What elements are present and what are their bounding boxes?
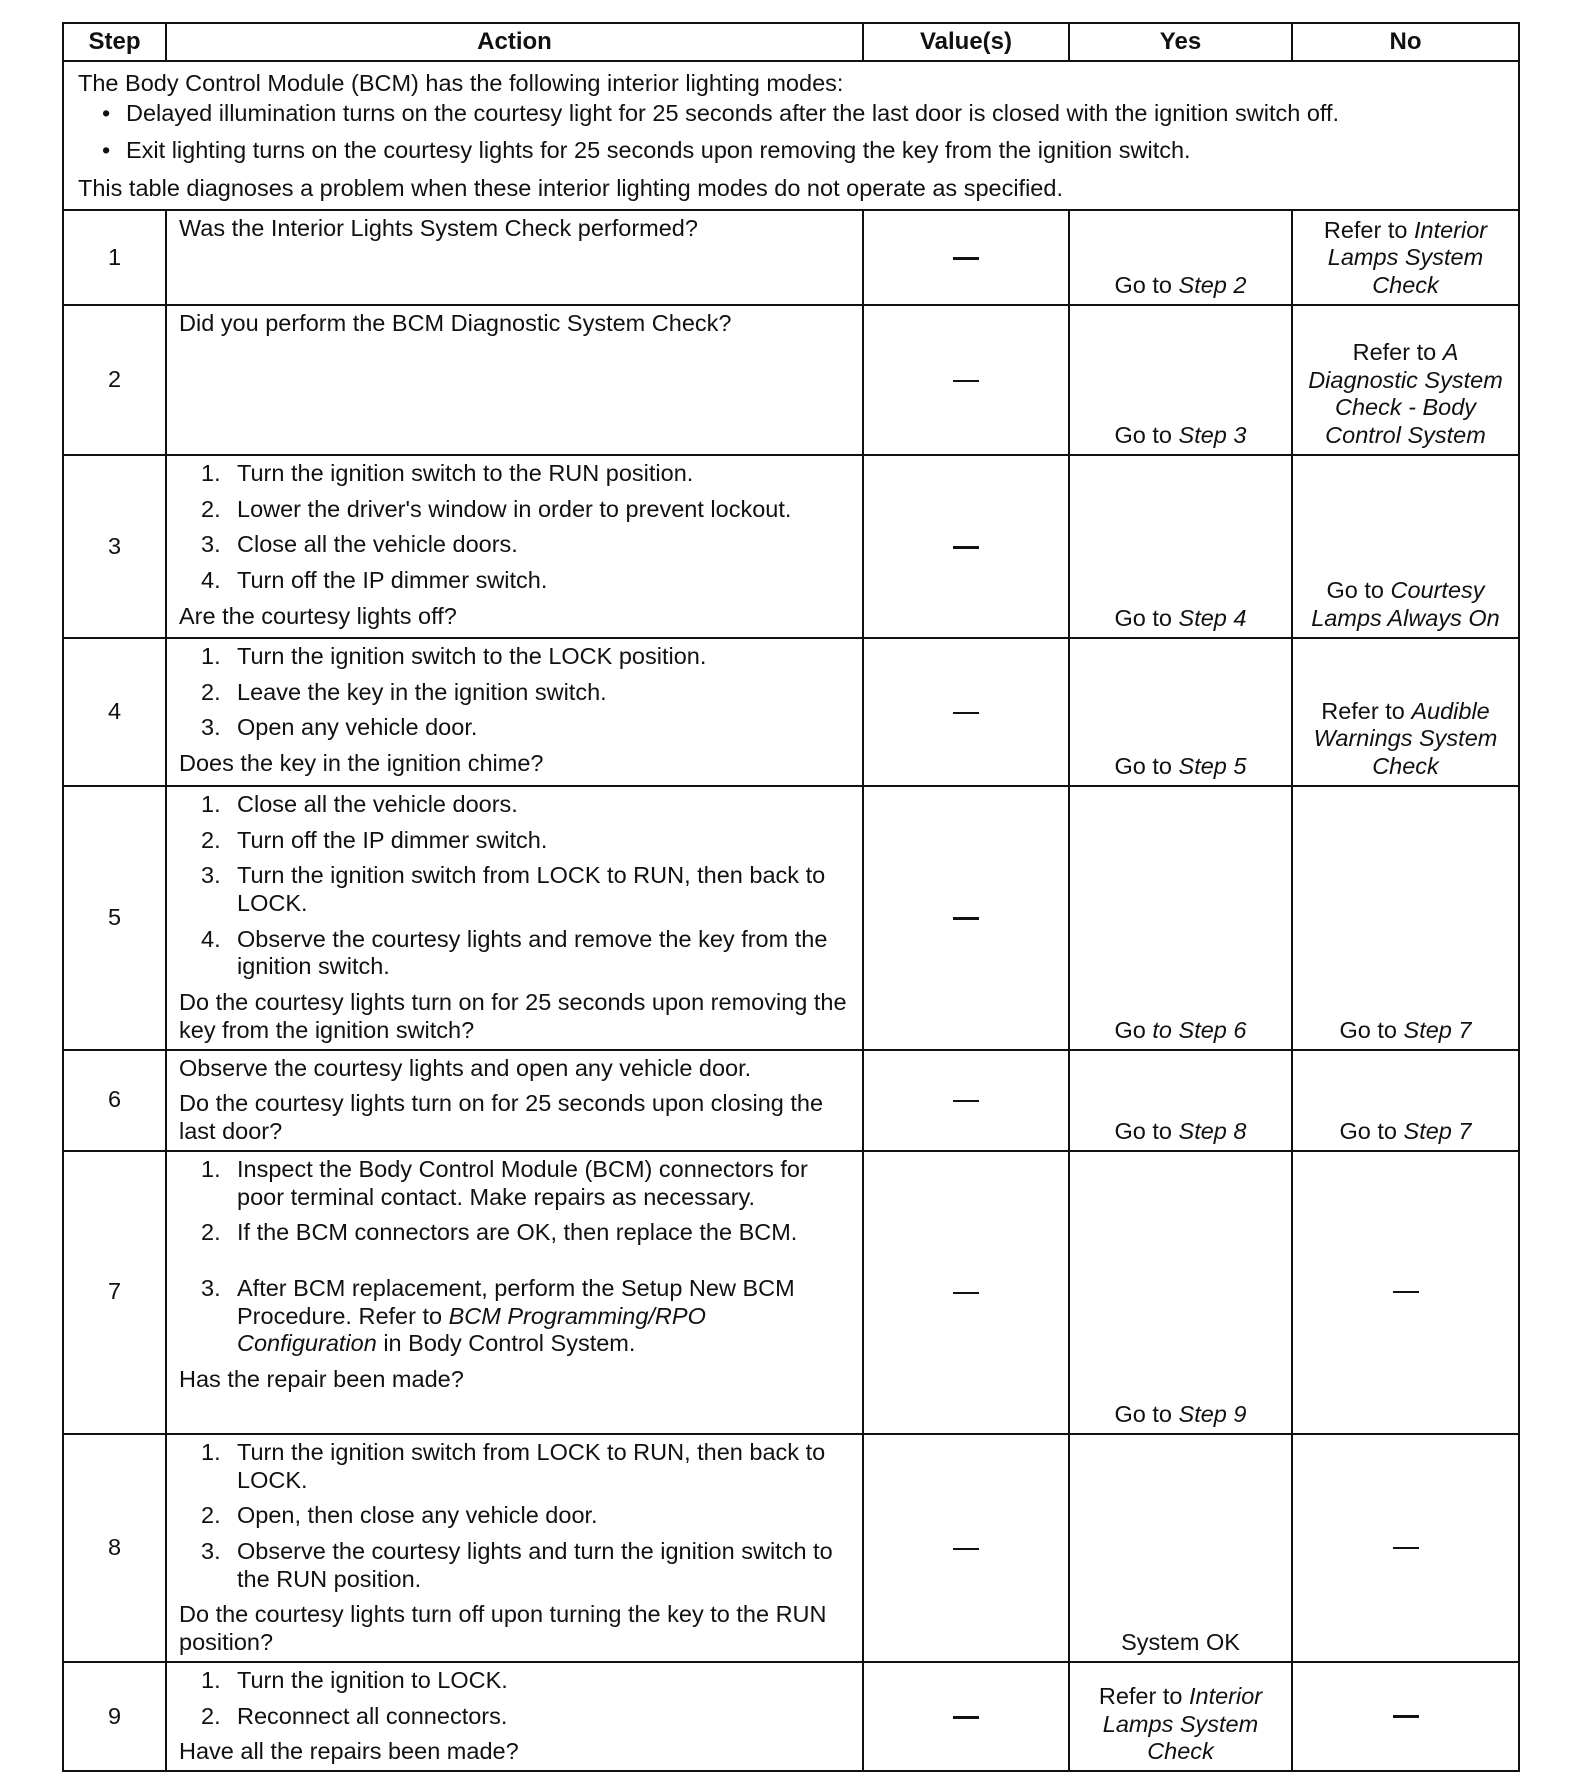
table-row <box>63 638 1519 786</box>
step-number: 2 <box>63 305 166 455</box>
no-prefix: Go to <box>1339 1118 1404 1145</box>
dash-mark <box>1393 1291 1419 1293</box>
no-prefix: Go to <box>1326 577 1391 604</box>
step-number: 7 <box>63 1151 166 1434</box>
list-item-text: Turn off the IP dimmer switch. <box>237 826 548 853</box>
list-item: 2. If the BCM connectors are OK, then replace the BCM. <box>201 1219 798 1246</box>
list-item: 3. Close all the vehicle doors. <box>201 531 518 558</box>
dash-mark <box>953 917 979 919</box>
intro-bullet-1: • Delayed illumination turns on the courtesy light for 25 seconds after the last door is closed with the ignition switch off. <box>102 100 1504 128</box>
dash-mark <box>953 712 979 714</box>
list-item-text-post: in Body Control System. <box>376 1330 636 1357</box>
table-row <box>63 1050 1519 1151</box>
header-step: Step <box>63 23 166 61</box>
action-question: Does the key in the ignition chime? <box>179 750 544 777</box>
list-item-text: Turn the ignition switch from LOCK to RUN, then back to LOCK. <box>237 1438 826 1493</box>
yes-prefix: Go to <box>1114 753 1179 780</box>
list-item-text: Observe the courtesy lights and remove the key from the ignition switch. <box>237 925 828 980</box>
header-no: No <box>1292 23 1519 61</box>
dash-mark <box>1393 1715 1419 1717</box>
list-item: 2. Lower the driver's window in order to prevent lockout. <box>201 495 792 522</box>
yes-cell <box>1069 638 1292 786</box>
table-row <box>63 305 1519 455</box>
action-question: Are the courtesy lights off? <box>179 602 457 629</box>
action-cell <box>166 786 863 1050</box>
intro-cell <box>63 61 1519 210</box>
yes-cell <box>1069 1662 1292 1771</box>
value-cell <box>863 305 1069 455</box>
list-item-text: Turn the ignition switch from LOCK to RUN, then back to LOCK. <box>237 862 826 917</box>
no-cell <box>1292 210 1519 305</box>
list-item-text: After BCM replacement, perform the Setup New BCM Procedure. Refer to <box>237 1274 795 1329</box>
action-question: Have all the repairs been made? <box>179 1738 519 1765</box>
list-item: 2. Turn off the IP dimmer switch. <box>201 826 548 853</box>
yes-ref: Step 9 <box>1178 1401 1247 1428</box>
action-list <box>179 460 850 595</box>
list-item-ref: BCM Programming/RPO Configuration <box>237 1302 706 1357</box>
no-prefix: Refer to <box>1352 339 1443 365</box>
list-item: 2. Reconnect all connectors. <box>201 1702 508 1729</box>
list-item: 4. Observe the courtesy lights and remove the key from the ignition switch. <box>201 925 828 980</box>
yes-cell <box>1069 210 1292 305</box>
yes-ref: Step 3 <box>1178 422 1247 449</box>
header-values: Value(s) <box>863 23 1069 61</box>
no-cell <box>1292 1434 1519 1662</box>
dash-mark <box>953 257 979 259</box>
value-cell <box>863 455 1069 638</box>
intro-line-1: The Body Control Module (BCM) has the following interior lighting modes: <box>78 70 844 96</box>
no-cell <box>1292 305 1519 455</box>
table-row <box>63 786 1519 1050</box>
action-cell <box>166 305 863 455</box>
step-number: 5 <box>63 786 166 1050</box>
list-item-text: Lower the driver's window in order to prevent lockout. <box>237 495 792 522</box>
list-item-text: Turn the ignition switch to the RUN position. <box>237 459 694 486</box>
no-ref: A Diagnostic System Check - Body Control System <box>1308 339 1503 449</box>
dash-mark <box>1393 1547 1419 1549</box>
list-item-text: Close all the vehicle doors. <box>237 531 518 558</box>
yes-cell <box>1069 455 1292 638</box>
yes-ref: Step 8 <box>1178 1118 1247 1145</box>
action-cell <box>166 210 863 305</box>
intro-line-2: This table diagnoses a problem when these interior lighting modes do not operate as specified. <box>78 175 1063 202</box>
list-item-text: If the BCM connectors are OK, then replace the BCM. <box>237 1219 798 1246</box>
no-cell <box>1292 1662 1519 1771</box>
list-item: 3. After BCM replacement, perform the Setup New BCM Procedure. Refer to BCM Programming/RPO Configuration in Body Control System. <box>201 1274 795 1357</box>
action-question: Do the courtesy lights turn on for 25 seconds upon closing the last door? <box>179 1090 824 1145</box>
intro-bullets <box>78 100 1504 165</box>
list-item: 1. Turn the ignition switch to the LOCK position. <box>201 642 707 669</box>
table-row <box>63 1434 1519 1662</box>
dash-mark <box>953 380 979 382</box>
list-item: 3. Open any vehicle door. <box>201 714 478 741</box>
no-prefix: Go to <box>1339 1016 1404 1043</box>
value-cell <box>863 1050 1069 1151</box>
yes-prefix: Go <box>1114 1016 1153 1043</box>
no-ref: Step 7 <box>1403 1016 1472 1043</box>
step-number: 1 <box>63 210 166 305</box>
action-question: Do the courtesy lights turn off upon turning the key to the RUN position? <box>179 1601 827 1656</box>
header-action: Action <box>166 23 863 61</box>
yes-prefix: Go to <box>1114 605 1179 632</box>
list-item: 3. Observe the courtesy lights and turn the ignition switch to the RUN position. <box>201 1537 833 1592</box>
dash-mark <box>953 1716 979 1718</box>
yes-prefix: Go to <box>1114 1118 1179 1145</box>
step-number: 3 <box>63 455 166 638</box>
step-number: 4 <box>63 638 166 786</box>
list-item: 3. Turn the ignition switch from LOCK to RUN, then back to LOCK. <box>201 862 826 917</box>
action-cell <box>166 1662 863 1771</box>
no-prefix: Refer to <box>1323 216 1414 243</box>
diagnostic-table <box>62 22 1520 1772</box>
action-list <box>179 1667 850 1730</box>
yes-cell <box>1069 786 1292 1050</box>
list-item: 1. Turn the ignition switch to the RUN position. <box>201 459 694 486</box>
yes-ref: Step 2 <box>1178 272 1247 299</box>
action-list <box>179 1156 850 1358</box>
list-item: 1. Turn the ignition switch from LOCK to RUN, then back to LOCK. <box>201 1438 826 1493</box>
yes-cell <box>1069 1050 1292 1151</box>
intro-row <box>63 61 1519 210</box>
yes-prefix: Go to <box>1114 422 1179 449</box>
list-item: 2. Leave the key in the ignition switch. <box>201 678 607 705</box>
list-item-text: Leave the key in the ignition switch. <box>237 678 607 705</box>
action-question: Was the Interior Lights System Check performed? <box>179 214 698 241</box>
dash-mark <box>953 1548 979 1550</box>
value-cell <box>863 638 1069 786</box>
dash-mark <box>953 1292 979 1294</box>
list-item: 1. Close all the vehicle doors. <box>201 790 518 817</box>
table-row <box>63 210 1519 305</box>
action-instruction: Observe the courtesy lights and open any vehicle door. <box>179 1054 752 1081</box>
value-cell <box>863 210 1069 305</box>
action-cell <box>166 1151 863 1434</box>
action-cell <box>166 1050 863 1151</box>
value-cell <box>863 1662 1069 1771</box>
value-cell <box>863 1434 1069 1662</box>
no-prefix: Refer to <box>1321 697 1412 724</box>
step-number: 9 <box>63 1662 166 1771</box>
list-item-text: Turn the ignition switch to the LOCK position. <box>237 642 707 669</box>
list-item-text: Open any vehicle door. <box>237 714 478 741</box>
step-number: 6 <box>63 1050 166 1151</box>
yes-ref: to Step 6 <box>1152 1016 1247 1043</box>
no-cell <box>1292 1050 1519 1151</box>
list-item-text: Reconnect all connectors. <box>237 1702 508 1729</box>
list-item-text: Inspect the Body Control Module (BCM) connectors for poor terminal contact. Make repairs as necessary. <box>237 1155 808 1210</box>
action-list <box>179 1439 850 1594</box>
no-cell <box>1292 1151 1519 1434</box>
header-row <box>63 23 1519 61</box>
yes-cell <box>1069 1434 1292 1662</box>
list-item: 2. Open, then close any vehicle door. <box>201 1502 598 1529</box>
list-item: 1. Turn the ignition to LOCK. <box>201 1666 508 1693</box>
no-ref: Audible Warnings System Check <box>1313 697 1498 780</box>
yes-cell <box>1069 1151 1292 1434</box>
yes-ref: Interior Lamps System Check <box>1102 1682 1263 1765</box>
value-cell <box>863 786 1069 1050</box>
yes-prefix: Go to <box>1114 272 1179 299</box>
yes-ref: Step 5 <box>1178 753 1247 780</box>
yes-ref: Step 4 <box>1178 605 1247 632</box>
dash-mark <box>953 546 979 548</box>
intro-bullet-2: • Exit lighting turns on the courtesy lights for 25 seconds upon removing the key from the ignition switch. <box>102 137 1504 165</box>
no-ref: Courtesy Lamps Always On <box>1311 577 1500 632</box>
action-question: Do the courtesy lights turn on for 25 seconds upon removing the key from the ignition switch? <box>179 989 847 1043</box>
step-number: 8 <box>63 1434 166 1662</box>
no-cell <box>1292 455 1519 638</box>
yes-text: System OK <box>1121 1629 1240 1656</box>
yes-prefix: Go to <box>1114 1401 1179 1428</box>
header-yes: Yes <box>1069 23 1292 61</box>
action-cell <box>166 455 863 638</box>
action-list <box>179 643 850 742</box>
action-cell <box>166 638 863 786</box>
action-question: Did you perform the BCM Diagnostic System Check? <box>179 309 732 336</box>
no-ref: Interior Lamps System Check <box>1327 216 1488 299</box>
yes-cell <box>1069 305 1292 455</box>
no-ref: Step 7 <box>1403 1118 1472 1145</box>
list-item-text: Open, then close any vehicle door. <box>237 1502 598 1529</box>
list-item: 1. Inspect the Body Control Module (BCM) connectors for poor terminal contact. Make repairs as necessary. <box>201 1155 808 1210</box>
list-item-text: Turn off the IP dimmer switch. <box>237 567 548 594</box>
table-row <box>63 455 1519 638</box>
no-cell <box>1292 786 1519 1050</box>
yes-prefix: Refer to <box>1098 1682 1189 1709</box>
list-item-text: Close all the vehicle doors. <box>237 790 518 817</box>
table-row <box>63 1662 1519 1771</box>
table-row <box>63 1151 1519 1434</box>
action-cell <box>166 1434 863 1662</box>
no-cell <box>1292 638 1519 786</box>
action-list <box>179 791 850 981</box>
value-cell <box>863 1151 1069 1434</box>
dash-mark <box>953 1100 979 1102</box>
list-item-text: Turn the ignition to LOCK. <box>237 1666 508 1693</box>
list-item-text: Observe the courtesy lights and turn the ignition switch to the RUN position. <box>237 1537 833 1592</box>
action-question: Has the repair been made? <box>179 1366 464 1393</box>
list-item: 4. Turn off the IP dimmer switch. <box>201 567 548 594</box>
